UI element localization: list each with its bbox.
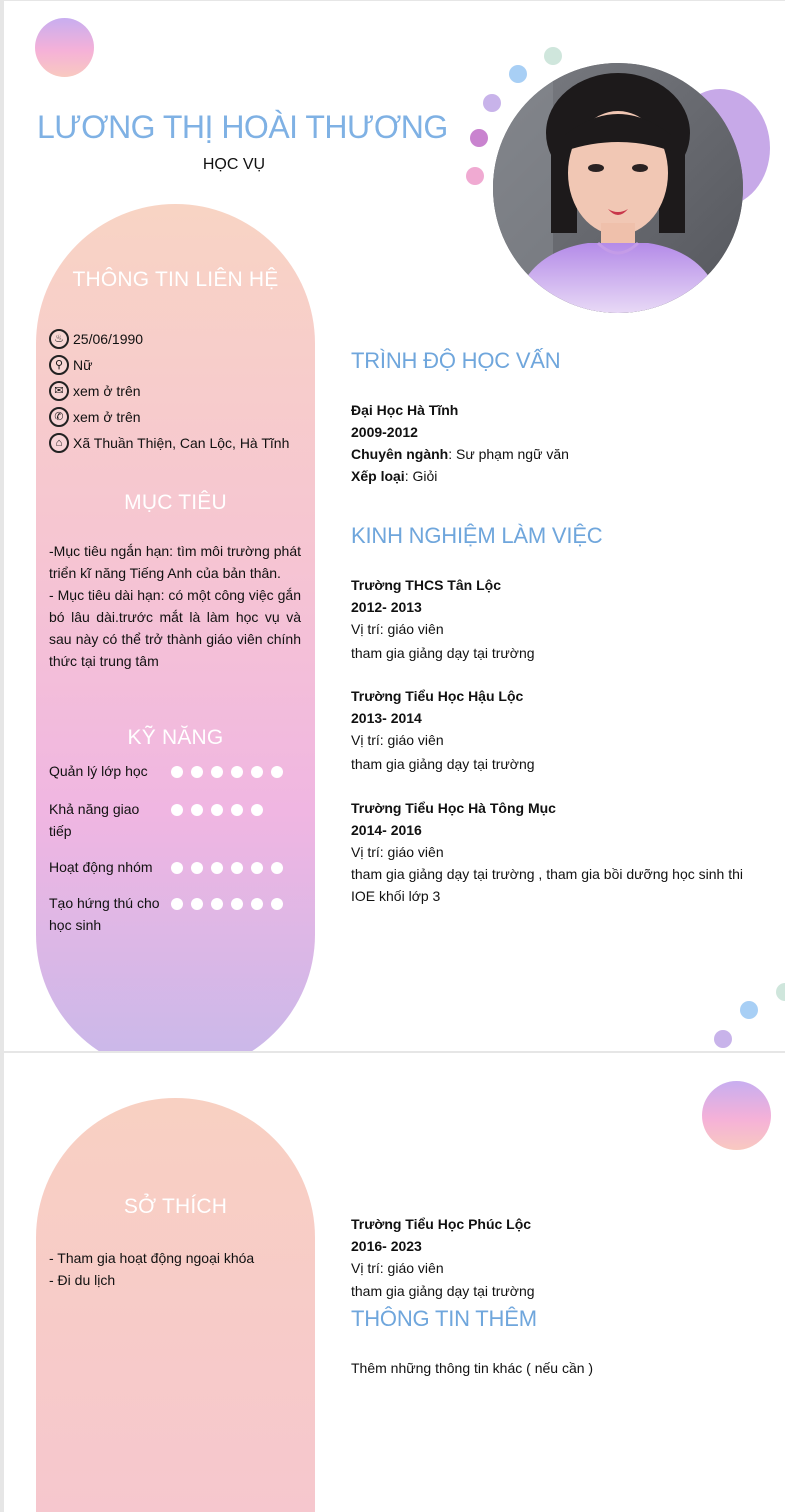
skill-label: Quản lý lớp học (49, 763, 148, 779)
skill-rating (171, 804, 263, 816)
decor-dot (740, 1001, 758, 1019)
education-years: 2009-2012 (351, 424, 418, 440)
job-entry (351, 797, 751, 907)
job-description: tham gia giảng dạy tại trường (351, 1283, 535, 1299)
skill-rating (171, 766, 283, 778)
email-value: xem ở trên (73, 383, 141, 399)
goal-short-term: -Mục tiêu ngắn hạn: tìm môi trường phát triển kĩ năng Tiếng Anh của bản thân. (49, 543, 301, 581)
goals-section-title: MỤC TIÊU (124, 491, 227, 514)
envelope-icon: ✉ (49, 381, 69, 401)
home-icon: ⌂ (49, 433, 69, 453)
decor-dot (466, 167, 484, 185)
skill-label: Tạo hứng thú cho học sinh (49, 895, 160, 933)
decor-dot (509, 65, 527, 83)
education-school: Đại Học Hà Tĩnh (351, 402, 459, 418)
decor-circle (35, 18, 94, 77)
decor-dot (714, 1030, 732, 1048)
contact-email (49, 381, 141, 401)
phone-value: xem ở trên (73, 409, 141, 425)
job-years: 2012- 2013 (351, 599, 422, 615)
contact-section-title: THÔNG TIN LIÊN HỆ (72, 268, 279, 291)
goals-text (49, 540, 301, 672)
skill-label: Khả năng giao tiếp (49, 801, 140, 839)
hobbies-list (49, 1247, 254, 1291)
job-position: Vị trí: giáo viên (351, 844, 444, 860)
job-years: 2014- 2016 (351, 822, 422, 838)
decor-circle (702, 1081, 771, 1150)
skill-rating (171, 862, 283, 874)
job-org: Trường THCS Tân Lộc (351, 577, 501, 593)
rank-label: Xếp loại (351, 468, 405, 484)
hobby-item: - Tham gia hoạt động ngoại khóa (49, 1250, 255, 1266)
decor-dot (483, 94, 501, 112)
gender-icon: ⚲ (49, 355, 69, 375)
address-value: Xã Thuần Thiện, Can Lộc, Hà Tĩnh (73, 435, 290, 451)
contact-birthday (49, 329, 143, 349)
job-entry (351, 574, 751, 664)
education-section-title: TRÌNH ĐỘ HỌC VẤN (351, 348, 561, 373)
skill-rating (171, 898, 283, 910)
decor-dot (776, 983, 785, 1001)
hobby-item: - Đi du lịch (49, 1272, 116, 1288)
job-description: tham gia giảng dạy tại trường (351, 645, 535, 661)
portrait-illustration (493, 63, 743, 313)
extra-section-title: THÔNG TIN THÊM (351, 1306, 537, 1331)
contact-phone (49, 407, 141, 427)
major-label: Chuyên ngành (351, 446, 449, 462)
education-entry (351, 399, 751, 487)
job-org: Trường Tiểu Học Hậu Lộc (351, 688, 524, 704)
job-position: Vị trí: giáo viên (351, 732, 444, 748)
job-years: 2013- 2014 (351, 710, 422, 726)
cv-page-2 (4, 1053, 785, 1512)
job-org: Trường Tiểu Học Phúc Lộc (351, 1216, 532, 1232)
profile-photo (493, 63, 743, 313)
phone-icon: ✆ (49, 407, 69, 427)
decor-dot (470, 129, 488, 147)
birthday-value: 25/06/1990 (73, 331, 144, 347)
sidebar-panel (36, 1098, 315, 1512)
major-value: : Sư phạm ngữ văn (448, 446, 569, 462)
decor-dot (544, 47, 562, 65)
gender-value: Nữ (73, 357, 93, 373)
contact-gender (49, 355, 92, 375)
skills-section-title: KỸ NĂNG (127, 726, 224, 749)
job-entry (351, 685, 751, 775)
extra-text: Thêm những thông tin khác ( nếu cần ) (351, 1360, 594, 1376)
sidebar-panel (36, 204, 315, 1051)
rank-value: : Giỏi (404, 468, 438, 484)
job-description: tham gia giảng dạy tại trường , tham gia bồi dưỡng học sinh thi IOE khối lớp 3 (351, 866, 743, 904)
cv-page-1 (4, 1, 785, 1051)
candidate-name: LƯƠNG THỊ HOÀI THƯƠNG (37, 109, 448, 145)
job-org: Trường Tiểu Học Hà Tông Mục (351, 800, 556, 816)
contact-address (49, 433, 289, 453)
job-entry (351, 1213, 751, 1302)
goal-long-term: - Mục tiêu dài hạn: có một công việc gắn bó lâu dài.trước mắt là làm học vụ và sau này có thể trở thành giáo viên chính thức tại trung tâm (49, 587, 301, 669)
skill-label: Hoạt động nhóm (49, 859, 153, 875)
birthday-cake-icon: ♨ (49, 329, 69, 349)
candidate-role: HỌC VỤ (202, 156, 266, 173)
job-position: Vị trí: giáo viên (351, 621, 444, 637)
job-description: tham gia giảng dạy tại trường (351, 756, 535, 772)
hobbies-section-title: SỞ THÍCH (123, 1195, 228, 1218)
job-position: Vị trí: giáo viên (351, 1260, 444, 1276)
experience-section-title: KINH NGHIỆM LÀM VIỆC (351, 523, 603, 548)
job-years: 2016- 2023 (351, 1238, 422, 1254)
